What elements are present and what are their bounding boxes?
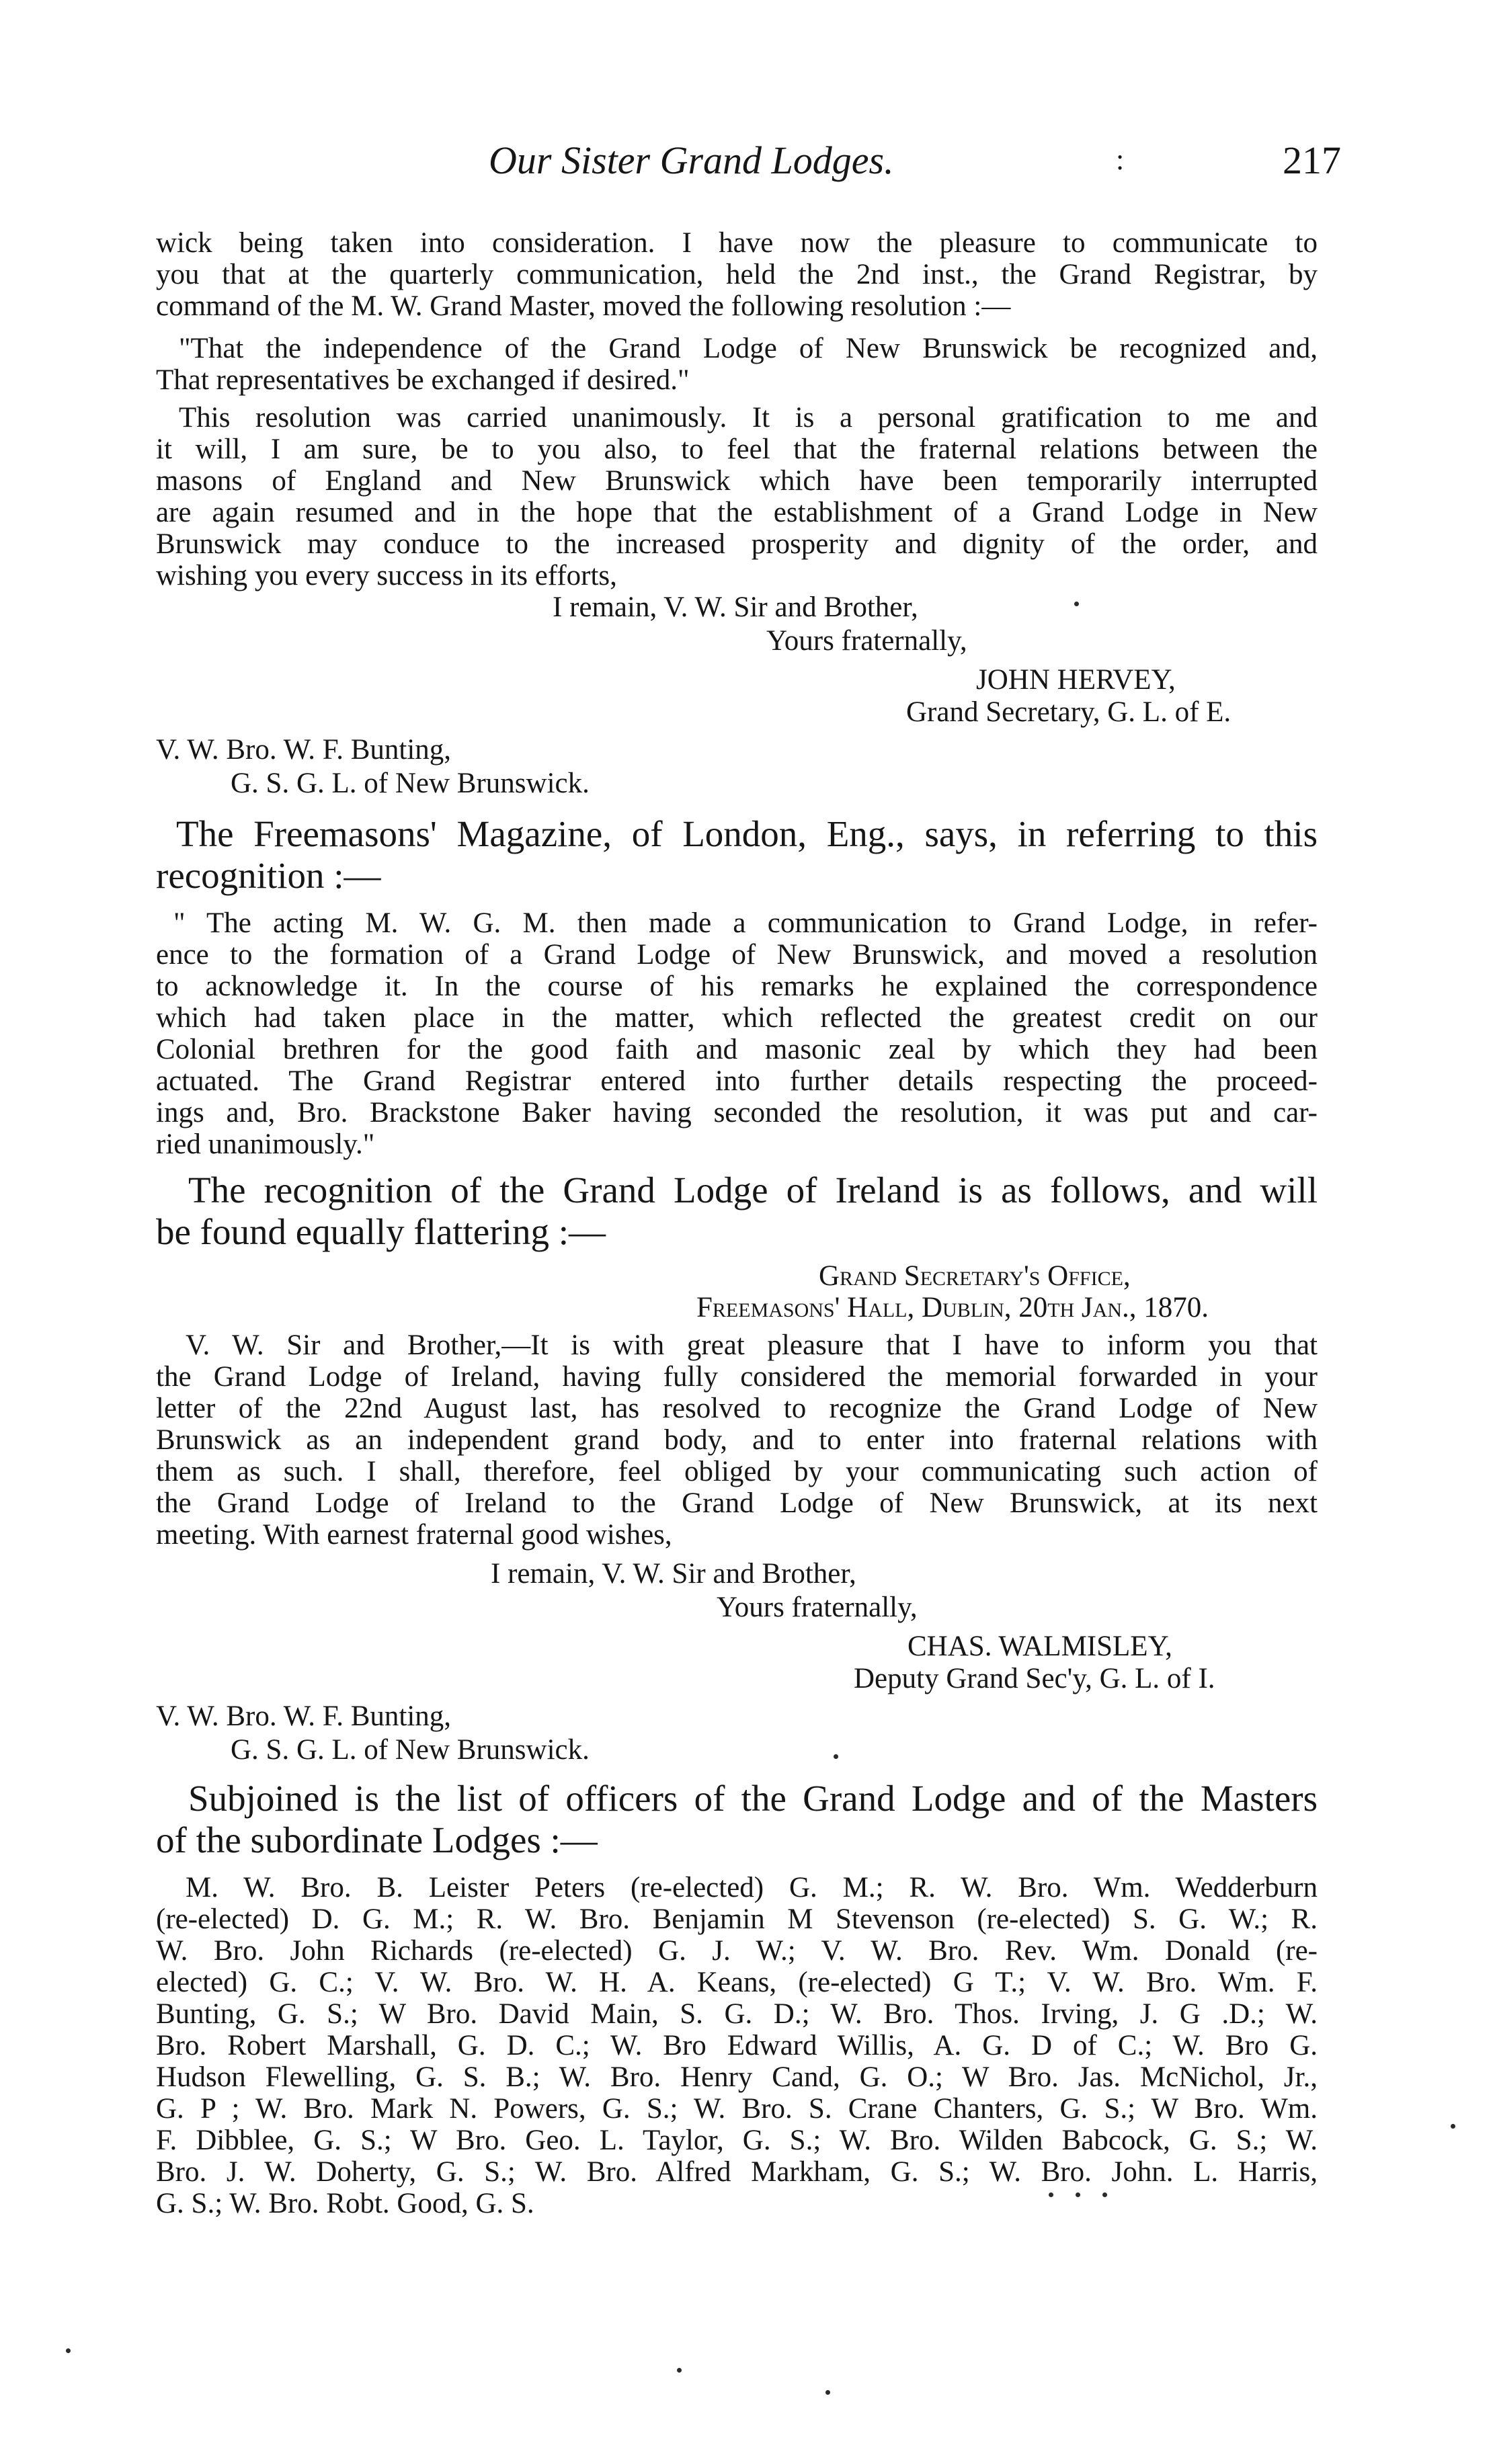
paragraph-line: wick being taken into consideration. I have now the pleasure to communicate to [156, 227, 1318, 259]
paragraph-line: Brunswick may conduce to the increased prosperity and dignity of the order, and [156, 528, 1318, 560]
officers-line: (re-elected) D. G. M.; R. W. Bro. Benjamin M Stevenson (re-elected) S. G. W.; R. [156, 1903, 1318, 1935]
header-colon: : [1116, 143, 1125, 176]
paragraph-line: wishing you every success in its efforts, [156, 560, 617, 591]
paragraph-line: the Grand Lodge of Ireland to the Grand Lodge of New Brunswick, at its next [156, 1487, 1318, 1519]
officers-line: elected) G. C.; V. W. Bro. W. H. A. Keans, (re-elected) G T.; V. W. Bro. Wm. F. [156, 1967, 1318, 1998]
scan-speck [1451, 2124, 1455, 2129]
signature-name: CHAS. WALMISLEY, [907, 1631, 1172, 1662]
paragraph-line: meeting. With earnest fraternal good wishes, [156, 1519, 672, 1551]
quote-line: ings and, Bro. Brackstone Baker having seconded the resolution, it was put and car- [156, 1097, 1318, 1128]
running-title: Our Sister Grand Lodges. [489, 138, 894, 182]
officers-line: G. S.; W. Bro. Robt. Good, G. S. [156, 2188, 534, 2219]
scan-speck [1102, 2192, 1107, 2197]
scan-speck [677, 2368, 682, 2373]
paragraph-line: masons of England and New Brunswick which have been temporarily interrupted [156, 465, 1318, 497]
officers-line: F. Dibblee, G. S.; W Bro. Geo. L. Taylor, G. S.; W. Bro. Wilden Babcock, G. S.; W. [156, 2125, 1318, 2156]
quote-line: actuated. The Grand Registrar entered into further details respecting the proceed- [156, 1065, 1318, 1097]
paragraph-line: it will, I am sure, be to you also, to feel that the fraternal relations between the [156, 434, 1318, 465]
quote-line: ried unanimously." [156, 1128, 375, 1160]
officers-line: Bro. J. W. Doherty, G. S.; W. Bro. Alfred Markham, G. S.; W. Bro. John. L. Harris, [156, 2156, 1318, 2188]
paragraph-line: V. W. Sir and Brother,—It is with great pleasure that I have to inform you that [186, 1329, 1318, 1361]
signature-name: JOHN HERVEY, [976, 664, 1176, 696]
quote-line: which had taken place in the matter, which reflected the greatest credit on our [156, 1002, 1318, 1034]
quote-line: That representatives be exchanged if desired." [156, 364, 690, 396]
scan-speck [834, 1754, 838, 1759]
closing-line: I remain, V. W. Sir and Brother, [491, 1558, 856, 1590]
scan-speck [825, 2390, 830, 2395]
paragraph-line: be found equally flattering :— [156, 1211, 606, 1252]
scan-speck [1076, 2192, 1080, 2197]
signature-title: Grand Secretary, G. L. of E. [906, 696, 1232, 728]
paragraph-line: them as such. I shall, therefore, feel obliged by your communicating such action of [156, 1456, 1318, 1487]
dateline-office: Grand Secretary's Office, [819, 1260, 1131, 1292]
quote-line: "That the independence of the Grand Lodge of New Brunswick be recognized and, [179, 333, 1318, 364]
officers-line: M. W. Bro. B. Leister Peters (re-elected) G. M.; R. W. Bro. Wm. Wedderburn [186, 1872, 1318, 1903]
paragraph-line: of the subordinate Lodges :— [156, 1819, 598, 1860]
paragraph-line: are again resumed and in the hope that the establishment of a Grand Lodge in New [156, 497, 1318, 528]
closing-line: Yours fraternally, [717, 1592, 918, 1623]
page-number: 217 [1283, 138, 1341, 182]
closing-line: I remain, V. W. Sir and Brother, [553, 591, 918, 623]
quote-line: to acknowledge it. In the course of his remarks he explained the correspondence [156, 971, 1318, 1002]
quote-line: Colonial brethren for the good faith and masonic zeal by which they had been [156, 1034, 1318, 1065]
paragraph-line: command of the M. W. Grand Master, moved the following resolution :— [156, 290, 1011, 322]
officers-line: Bunting, G. S.; W Bro. David Main, S. G. D.; W. Bro. Thos. Irving, J. G .D.; W. [156, 1998, 1318, 2030]
addressee-line: V. W. Bro. W. F. Bunting, [156, 1700, 452, 1732]
addressee-line: V. W. Bro. W. F. Bunting, [156, 734, 452, 766]
paragraph-line: the Grand Lodge of Ireland, having fully considered the memorial forwarded in your [156, 1361, 1318, 1393]
paragraph-line-text: The Freemasons' Magazine, of London, Eng., says, in referring to this [176, 813, 1318, 854]
scan-speck [1049, 2192, 1053, 2197]
scan-speck [66, 2348, 71, 2353]
paragraph-line: Subjoined is the list of officers of the Grand Lodge and of the Masters [188, 1778, 1318, 1819]
paragraph-line: The recognition of the Grand Lodge of Ireland is as follows, and will [188, 1169, 1318, 1210]
officers-line: Bro. Robert Marshall, G. D. C.; W. Bro Edward Willis, A. G. D of C.; W. Bro G. [156, 2030, 1318, 2061]
officers-line: W. Bro. John Richards (re-elected) G. J. W.; V. W. Bro. Rev. Wm. Donald (re- [156, 1935, 1318, 1967]
quote-line: ence to the formation of a Grand Lodge of New Brunswick, and moved a resolution [156, 939, 1318, 971]
scan-speck [1074, 602, 1079, 606]
paragraph-line: Brunswick as an independent grand body, and to enter into fraternal relations with [156, 1424, 1318, 1456]
paragraph-line [176, 813, 1318, 855]
officers-line: G. P ; W. Bro. Mark N. Powers, G. S.; W. Bro. S. Crane Chanters, G. S.; W Bro. Wm. [156, 2093, 1318, 2125]
closing-line: Yours fraternally, [766, 625, 967, 657]
quote-line: " The acting M. W. G. M. then made a communication to Grand Lodge, in refer- [173, 907, 1318, 939]
paragraph-line: letter of the 22nd August last, has resolved to recognize the Grand Lodge of New [156, 1393, 1318, 1424]
paragraph-line: This resolution was carried unanimously. It is a personal gratification to me and [179, 402, 1318, 434]
signature-title: Deputy Grand Sec'y, G. L. of I. [854, 1663, 1215, 1694]
addressee-line: G. S. G. L. of New Brunswick. [231, 768, 590, 799]
paragraph-line: recognition :— [156, 855, 381, 896]
paragraph-line: you that at the quarterly communication, held the 2nd inst., the Grand Registrar, by [156, 259, 1318, 290]
dateline-place: Freemasons' Hall, Dublin, 20th Jan., 1870. [696, 1292, 1209, 1323]
addressee-line: G. S. G. L. of New Brunswick. [231, 1734, 590, 1766]
officers-line: Hudson Flewelling, G. S. B.; W. Bro. Henry Cand, G. O.; W Bro. Jas. McNichol, Jr., [156, 2061, 1318, 2093]
